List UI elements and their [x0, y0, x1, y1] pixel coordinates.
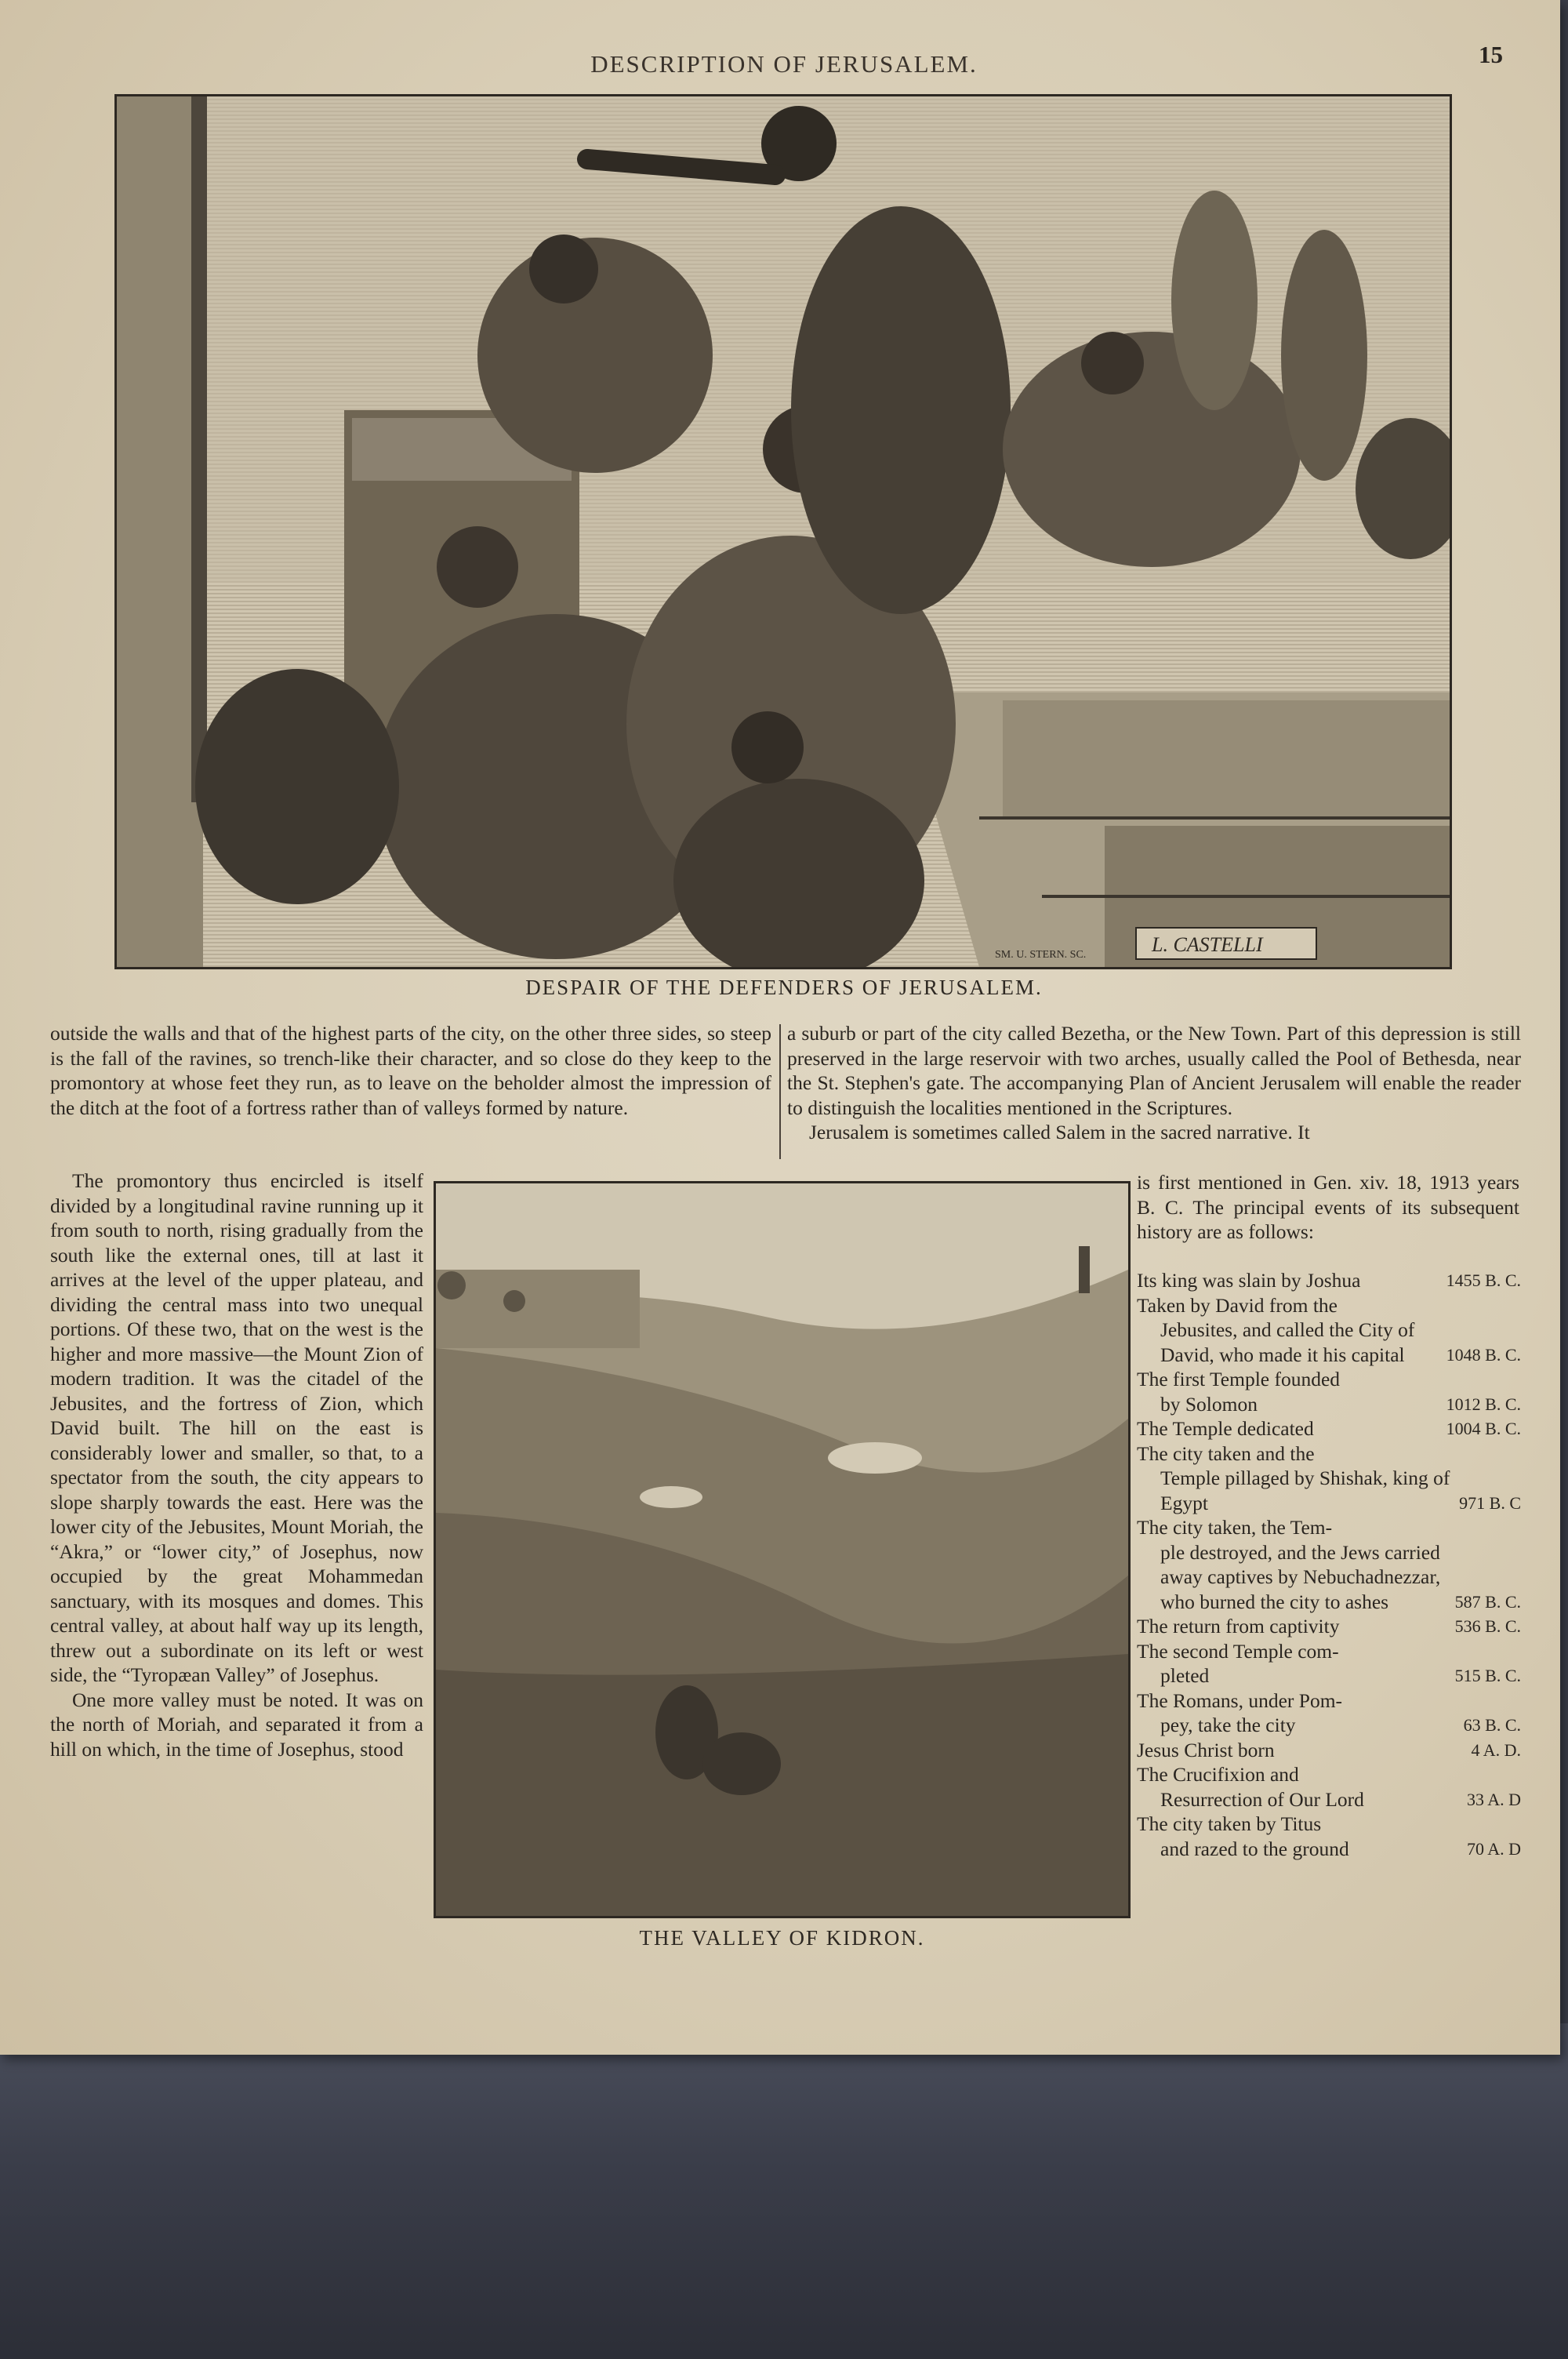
- timeline-event: The city taken, the Tem-: [1137, 1516, 1333, 1539]
- timeline-event-cont: and razed to the ground: [1160, 1837, 1349, 1860]
- history-timeline: [1137, 1268, 1521, 1861]
- timeline-event: The Romans, under Pom-: [1137, 1688, 1343, 1712]
- timeline-event-cont: ple destroyed, and the Jews carried away captives by Nebuchadnezzar, who burned the city to ashes: [1160, 1540, 1441, 1613]
- timeline-event-cont: Resurrection of Our Lord: [1160, 1787, 1364, 1811]
- timeline-event: The Temple dedicated: [1137, 1417, 1314, 1440]
- timeline-date: 33 A. D: [1466, 1789, 1521, 1809]
- engraving-valley-of-kidron: [434, 1181, 1131, 1918]
- timeline-event-cont: pleted: [1160, 1664, 1210, 1687]
- paragraph-walls-ravines: outside the walls and that of the highest parts of the city, on the other three sides, so steep is the fall of the ravines, so trench-like their character, and so close do they keep to the promontory at whose feet they run, as to leave on the beholder almost the impression of the ditch at the foot of a fortress rather than of valleys formed by nature.: [50, 1022, 771, 1119]
- timeline-entry: [1137, 1762, 1521, 1812]
- timeline-entry: [1137, 1738, 1521, 1763]
- timeline-date: 971 B. C: [1459, 1492, 1521, 1513]
- engraver-credit: SM. U. STERN. SC.: [995, 949, 1087, 961]
- timeline-date: 1455 B. C.: [1446, 1270, 1521, 1290]
- timeline-event: Taken by David from the: [1137, 1293, 1338, 1317]
- timeline-date: 63 B. C.: [1463, 1715, 1521, 1735]
- caption-despair-of-defenders: DESPAIR OF THE DEFENDERS OF JERUSALEM.: [525, 976, 1043, 999]
- timeline-entry: [1137, 1416, 1521, 1441]
- timeline-date: 1012 B. C.: [1446, 1394, 1521, 1414]
- engraving-despair-drawing: [117, 96, 1450, 967]
- timeline-event: Its king was slain by Joshua: [1137, 1269, 1361, 1292]
- text-left-narrow: [50, 1169, 423, 1761]
- timeline-event: The city taken by Titus: [1137, 1812, 1322, 1835]
- engraving-despair-of-defenders: [114, 94, 1452, 969]
- timeline-date: 515 B. C.: [1454, 1666, 1521, 1685]
- running-head: DESCRIPTION OF JERUSALEM.: [590, 50, 978, 78]
- timeline-event-cont: pey, take the city: [1160, 1714, 1296, 1736]
- column-rule: [779, 1024, 781, 1159]
- timeline-date: 587 B. C.: [1454, 1591, 1521, 1612]
- timeline-event-cont: by Solomon: [1160, 1392, 1258, 1416]
- paragraph-promontory: The promontory thus encircled is itself divided by a longitudinal ravine running up it from south to north, rising gradually from the south like the external ones, till at last it arrives at the level of the upper plateau, and dividing the central mass into two unequal portions. Of these two, that on the west is the higher and more massive—the Mount Zion of modern tradition. It was the citadel of the Jebusites, and the fortress of Zion, which David built. The hill on the east is considerably lower and smaller, so that, to a spectator from the south, the city appears to slope sharply towards the east. Here was the lower city of the Jebusites, Mount Moriah, the “Akra,” or “lower city,” of Josephus, now occupied by the great Mohammedan sanctuary, with its mosques and domes. This central valley, at about half way up its length, threw out a subordinate on its left or west side, the “Tyropæan Valley” of Josephus.: [50, 1169, 423, 1686]
- timeline-date: 1004 B. C.: [1446, 1419, 1521, 1438]
- paragraph-first-mentioned: is first mentioned in Gen. xiv. 18, 1913 years B. C. The principal events of its subsequent history are as follows:: [1137, 1171, 1519, 1243]
- timeline-event: The return from captivity: [1137, 1615, 1340, 1637]
- timeline-entry: [1137, 1268, 1521, 1293]
- timeline-entry: [1137, 1812, 1521, 1861]
- timeline-entry: [1137, 1293, 1521, 1368]
- timeline-event: Jesus Christ born: [1137, 1738, 1275, 1761]
- timeline-entry: [1137, 1441, 1521, 1516]
- timeline-event: The first Temple founded: [1137, 1368, 1341, 1390]
- timeline-date: 4 A. D.: [1471, 1739, 1521, 1760]
- paragraph-salem: Jerusalem is sometimes called Salem in the sacred narrative. It: [809, 1121, 1310, 1143]
- caption-valley-of-kidron: THE VALLEY OF KIDRON.: [639, 1926, 925, 1950]
- timeline-entry: [1137, 1515, 1521, 1614]
- paragraph-bezetha: a suburb or part of the city called Bezetha, or the New Town. Part of this depression is still preserved in the large reservoir with two arches, usually called the Pool of Bethesda, near the St. Stephen's gate. The accompanying Plan of Ancient Jerusalem will enable the reader to distinguish the localities mentioned in the Scriptures.: [787, 1022, 1521, 1119]
- timeline-date: 1048 B. C.: [1446, 1344, 1521, 1365]
- text-left-top: [50, 1021, 771, 1120]
- paragraph-one-more-valley: One more valley must be noted. It was on the north of Moriah, and separated it from a hill on which, in the time of Josephus, stood: [50, 1688, 423, 1761]
- timeline-event: The Crucifixion and: [1137, 1763, 1299, 1786]
- timeline-date: 70 A. D: [1466, 1838, 1521, 1859]
- timeline-date: 536 B. C.: [1454, 1616, 1521, 1636]
- timeline-entry: [1137, 1614, 1521, 1639]
- timeline-entry: [1137, 1367, 1521, 1416]
- engraving-kidron-drawing: [436, 1183, 1128, 1916]
- page-number: 15: [1479, 41, 1503, 68]
- timeline-event: The second Temple com-: [1137, 1639, 1339, 1663]
- timeline-event: The city taken and the: [1137, 1441, 1315, 1465]
- text-right-narrow: [1137, 1170, 1519, 1245]
- text-right-top: [787, 1021, 1521, 1145]
- desk-background: [0, 2023, 1568, 2359]
- artist-signature: L. CASTELLI: [1152, 933, 1263, 956]
- timeline-event-cont: Jebusites, and called the City of David, who made it his capital: [1160, 1318, 1415, 1366]
- timeline-entry: [1137, 1688, 1521, 1738]
- timeline-event-cont: Temple pillaged by Shishak, king of Egypt: [1160, 1467, 1450, 1514]
- timeline-entry: [1137, 1639, 1521, 1688]
